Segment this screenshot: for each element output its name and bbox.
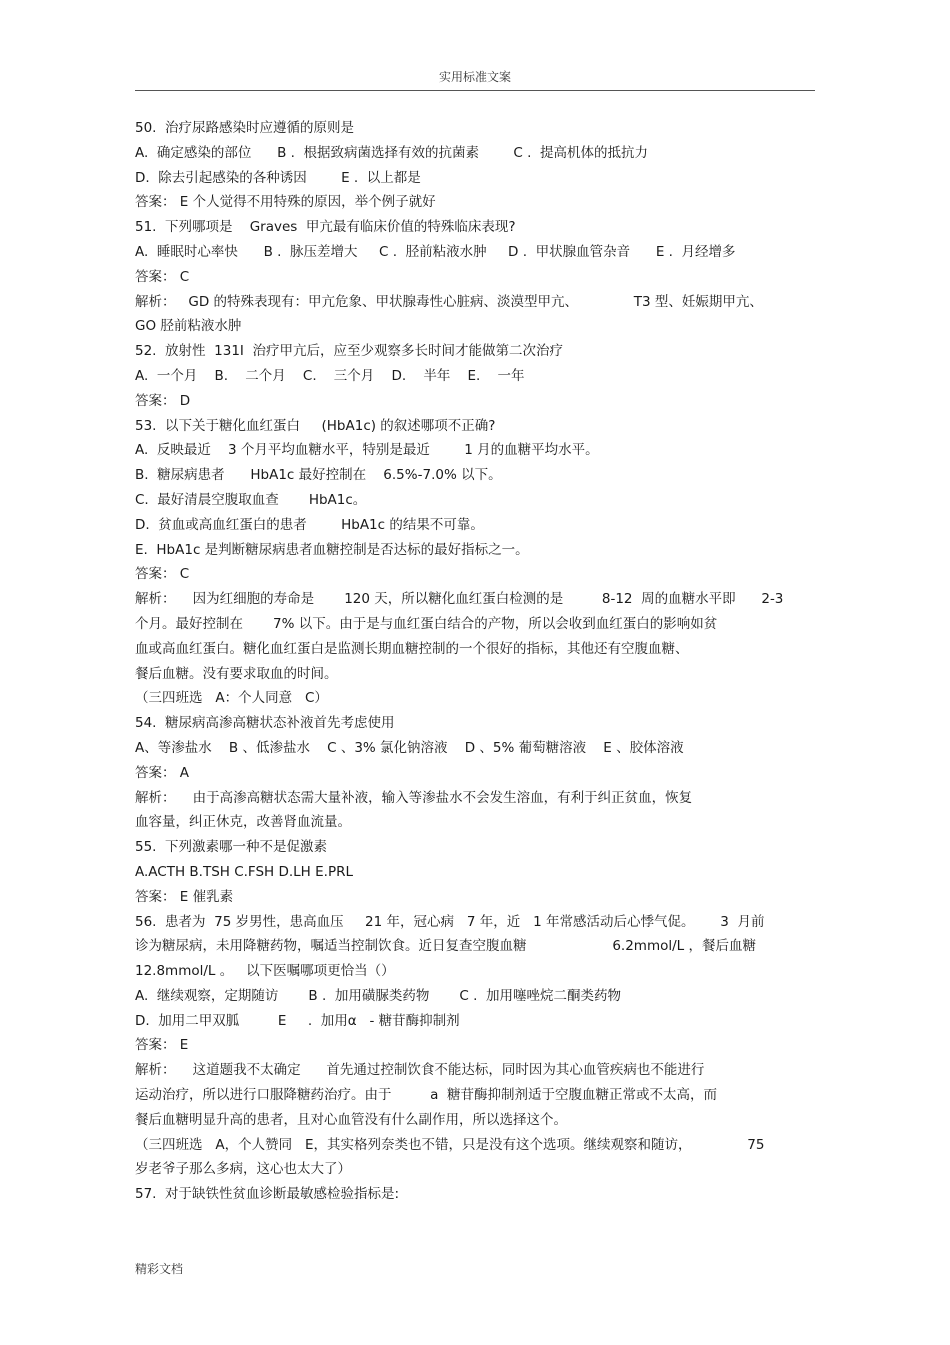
text-line: 答案： D [135,392,191,409]
text-line: 57. 对于缺铁性贫血诊断最敏感检验指标是: [135,1186,400,1203]
text-line: C. 最好清晨空腹取血查 HbA1c。 [135,491,367,508]
text-line: A. 继续观察，定期随访 B . 加用磺脲类药物 C . 加用噻唑烷二酮类药物 [135,987,621,1004]
text-line: 12.8mmol/L 。 以下医嘱哪项更恰当（） [135,963,395,980]
text-line: 个月。最好控制在 7% 以下。由于是与血红蛋白结合的产物，所以会收到血红蛋白的影响如贫 [135,615,718,632]
text-line: 诊为糖尿病，未用降糖药物，嘱适当控制饮食。近日复查空腹血糖 6.2mmol/L ，餐后血糖 [135,938,756,955]
text-line: A. 一个月 B. 二个月 C. 三个月 D. 半年 E. 一年 [135,367,525,384]
text-line: 解析： 因为红细胞的寿命是 120 天，所以糖化血红蛋白检测的是 8-12 周的血糖水平即 2-3 [135,591,784,608]
text-line: （三四班选 A：个人同意 C） [135,690,328,707]
text-line: B. 糖尿病患者 HbA1c 最好控制在 6.5%-7.0% 以下。 [135,467,502,484]
text-line: 运动治疗，所以进行口服降糖药治疗。由于 a 糖苷酶抑制剂适于空腹血糖正常或不太高，而 [135,1087,717,1104]
text-line: 51. 下列哪项是 Graves 甲亢最有临床价值的特殊临床表现? [135,219,516,236]
text-line: 解析： 这道题我不太确定 首先通过控制饮食不能达标，同时因为其心血管疾病也不能进行 [135,1062,705,1079]
text-line: 56. 患者为 75 岁男性，患高血压 21 年，冠心病 7 年，近 1 年常感活动后心悸气促。 3 月前 [135,913,765,930]
text-line: 答案： E [135,1037,189,1054]
text-line: 岁老爷子那么多病，这心也太大了） [135,1161,351,1178]
text-line: D. 加用二甲双胍 E . 加用α - 糖苷酶抑制剂 [135,1012,460,1029]
document-body [135,116,820,1207]
text-line: A. 反映最近 3 个月平均血糖水平，特别是最近 1 月的血糖平均水平。 [135,442,599,459]
text-line: 血或高血红蛋白。糖化血红蛋白是监测长期血糖控制的一个很好的指标，其他还有空腹血糖、 [135,640,689,657]
text-line: （三四班选 A，个人赞同 E，其实格列奈类也不错，只是没有这个选项。继续观察和随访， 75 [135,1136,765,1153]
text-line: A、等渗盐水 B 、低渗盐水 C 、3% 氯化钠溶液 D 、5% 葡萄糖溶液 E 、胶体溶液 [135,739,684,756]
page-footer: 精彩文档 [135,1262,184,1276]
text-line: 50. 治疗尿路感染时应遵循的原则是 [135,120,355,136]
header-divider [135,90,815,91]
text-line: E. HbA1c 是判断糖尿病患者血糖控制是否达标的最好指标之一。 [135,541,529,558]
text-line: 55. 下列激素哪一种不是促激素 [135,839,328,856]
text-line: D. 除去引起感染的各种诱因 E . 以上都是 [135,169,421,186]
text-line: GO 胫前粘液水肿 [135,318,242,335]
text-line: 解析： GD 的特殊表现有：甲亢危象、甲状腺毒性心脏病、淡漠型甲亢、 T3 型、妊娠期甲亢、 [135,293,763,310]
text-line: A. 睡眠时心率快 B . 脉压差增大 C . 胫前粘液水肿 D . 甲状腺血管杂音 E . 月经增多 [135,243,736,260]
text-line: A.ACTH B.TSH C.FSH D.LH E.PRL [135,863,353,880]
text-line: 答案： E 个人觉得不用特殊的原因，举个例子就好 [135,194,436,211]
text-line: 解析： 由于高渗高糖状态需大量补液，输入等渗盐水不会发生溶血，有利于纠正贫血，恢复 [135,789,693,806]
text-line: A. 确定感染的部位 B . 根据致病菌选择有效的抗菌素 C . 提高机体的抵抗力 [135,144,648,161]
page-header-title: 实用标准文案 [438,70,511,84]
text-line: 答案： E 催乳素 [135,888,234,905]
text-line: 餐后血糖明显升高的患者，且对心血管没有什么副作用，所以选择这个。 [135,1111,567,1128]
text-line: 答案： C [135,268,190,285]
text-line: 血容量，纠正休克，改善肾血流量。 [135,814,351,831]
text-line: 53. 以下关于糖化血红蛋白 (HbA1c) 的叙述哪项不正确? [135,417,496,434]
text-line: 54. 糖尿病高渗高糖状态补液首先考虑使用 [135,715,395,732]
text-line: 答案： C [135,566,190,583]
text-line: 餐后血糖。没有要求取血的时间。 [135,665,338,682]
text-line: 答案： A [135,764,190,781]
text-line: 52. 放射性 131I 治疗甲亢后，应至少观察多长时间才能做第二次治疗 [135,343,563,360]
text-line: D. 贫血或高血红蛋白的患者 HbA1c 的结果不可靠。 [135,516,484,533]
